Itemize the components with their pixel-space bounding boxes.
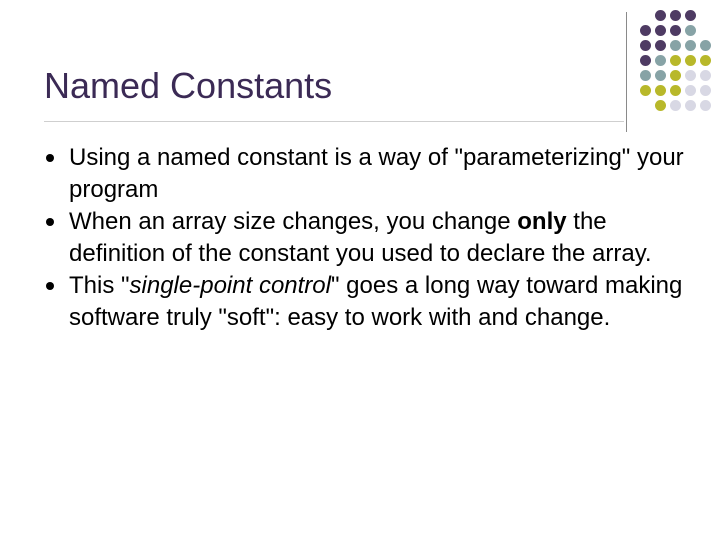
bullet-text-start: When an array size changes, you change (69, 208, 518, 235)
decorative-dot (685, 55, 696, 66)
decorative-dot (685, 85, 696, 96)
decorative-dot (670, 10, 681, 21)
decorative-dot (670, 100, 681, 111)
bullet-marker (46, 282, 54, 290)
decorative-dot (670, 85, 681, 96)
decorative-dot (655, 70, 666, 81)
decorative-dot (655, 85, 666, 96)
slide-title: Named Constants (44, 65, 333, 106)
vertical-divider (626, 12, 627, 132)
bullet-marker (46, 154, 54, 162)
decorative-dot (700, 70, 711, 81)
decorative-dot (640, 40, 651, 51)
bullet-emphasis-bold: only (517, 208, 567, 235)
decorative-dot (700, 100, 711, 111)
decorative-dot (700, 85, 711, 96)
bullet-text-end: " goes a long way toward making software truly "soft": easy to work with and change. (69, 272, 683, 331)
decorative-dot (700, 40, 711, 51)
decorative-dot (685, 100, 696, 111)
bullet-list (44, 142, 694, 334)
decorative-dot (685, 40, 696, 51)
decorative-dot (640, 70, 651, 81)
decorative-dot (670, 55, 681, 66)
bullet-emphasis-italic: single-point control (129, 272, 331, 299)
bullet-item-2 (44, 206, 694, 270)
decorative-dot (655, 25, 666, 36)
decorative-dot-grid (640, 10, 720, 120)
bullet-text-start: This " (69, 272, 130, 299)
decorative-dot (700, 55, 711, 66)
decorative-dot (670, 25, 681, 36)
bullet-text: Using a named constant is a way of "parameterizing" your program (69, 144, 684, 203)
decorative-dot (670, 70, 681, 81)
decorative-dot (655, 40, 666, 51)
decorative-dot (685, 10, 696, 21)
title-underline (44, 121, 624, 122)
decorative-dot (685, 25, 696, 36)
decorative-dot (640, 85, 651, 96)
bullet-item-3 (44, 270, 694, 334)
decorative-dot (655, 10, 666, 21)
bullet-marker (46, 218, 54, 226)
decorative-dot (640, 25, 651, 36)
decorative-dot (640, 55, 651, 66)
decorative-dot (670, 40, 681, 51)
bullet-item-1 (44, 142, 694, 206)
bullet-text-end: the definition of the constant you used to declare the array. (69, 208, 652, 267)
decorative-dot (655, 55, 666, 66)
decorative-dot (685, 70, 696, 81)
decorative-dot (655, 100, 666, 111)
